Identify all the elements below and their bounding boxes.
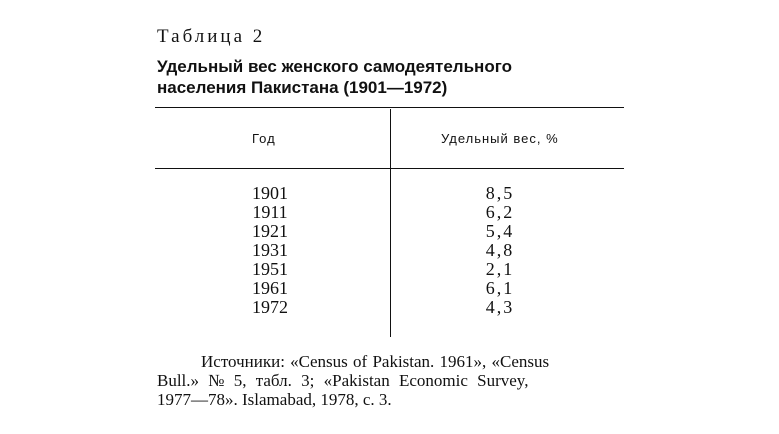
year-cell: 1951	[252, 259, 288, 279]
source-line: Источники: «Census of Pakistan. 1961», «Census	[201, 352, 550, 371]
table-title-line: населения Пакистана (1901—1972)	[157, 78, 448, 97]
year-cell: 1931	[252, 240, 288, 260]
share-column	[470, 184, 530, 317]
share-cell: 5,4	[485, 221, 515, 241]
table-title-line: Удельный вес женского самодеятельного	[157, 57, 512, 76]
share-cell: 4,3	[485, 297, 515, 317]
table-number-label: Таблица 2	[157, 26, 266, 47]
year-cell: 1961	[252, 278, 288, 298]
header-year: Год	[252, 131, 276, 146]
share-cell: 2,1	[485, 259, 515, 279]
share-cell: 8,5	[485, 183, 515, 203]
year-column	[240, 184, 300, 317]
share-cell: 6,2	[485, 202, 515, 222]
table-top-rule	[155, 107, 624, 108]
source-line: 1977—78». Islamabad, 1978, с. 3.	[157, 390, 392, 409]
year-cell: 1972	[252, 297, 288, 317]
header-share: Удельный вес, %	[441, 131, 559, 146]
table-title	[157, 56, 597, 98]
source-note	[157, 352, 627, 409]
year-cell: 1901	[252, 183, 288, 203]
share-cell: 4,8	[485, 240, 515, 260]
source-line: Bull.» № 5, табл. 3; «Pakistan Economic Survey,	[157, 371, 529, 390]
share-cell: 6,1	[485, 278, 515, 298]
year-cell: 1911	[252, 202, 288, 222]
column-divider	[390, 109, 391, 337]
year-cell: 1921	[252, 221, 288, 241]
